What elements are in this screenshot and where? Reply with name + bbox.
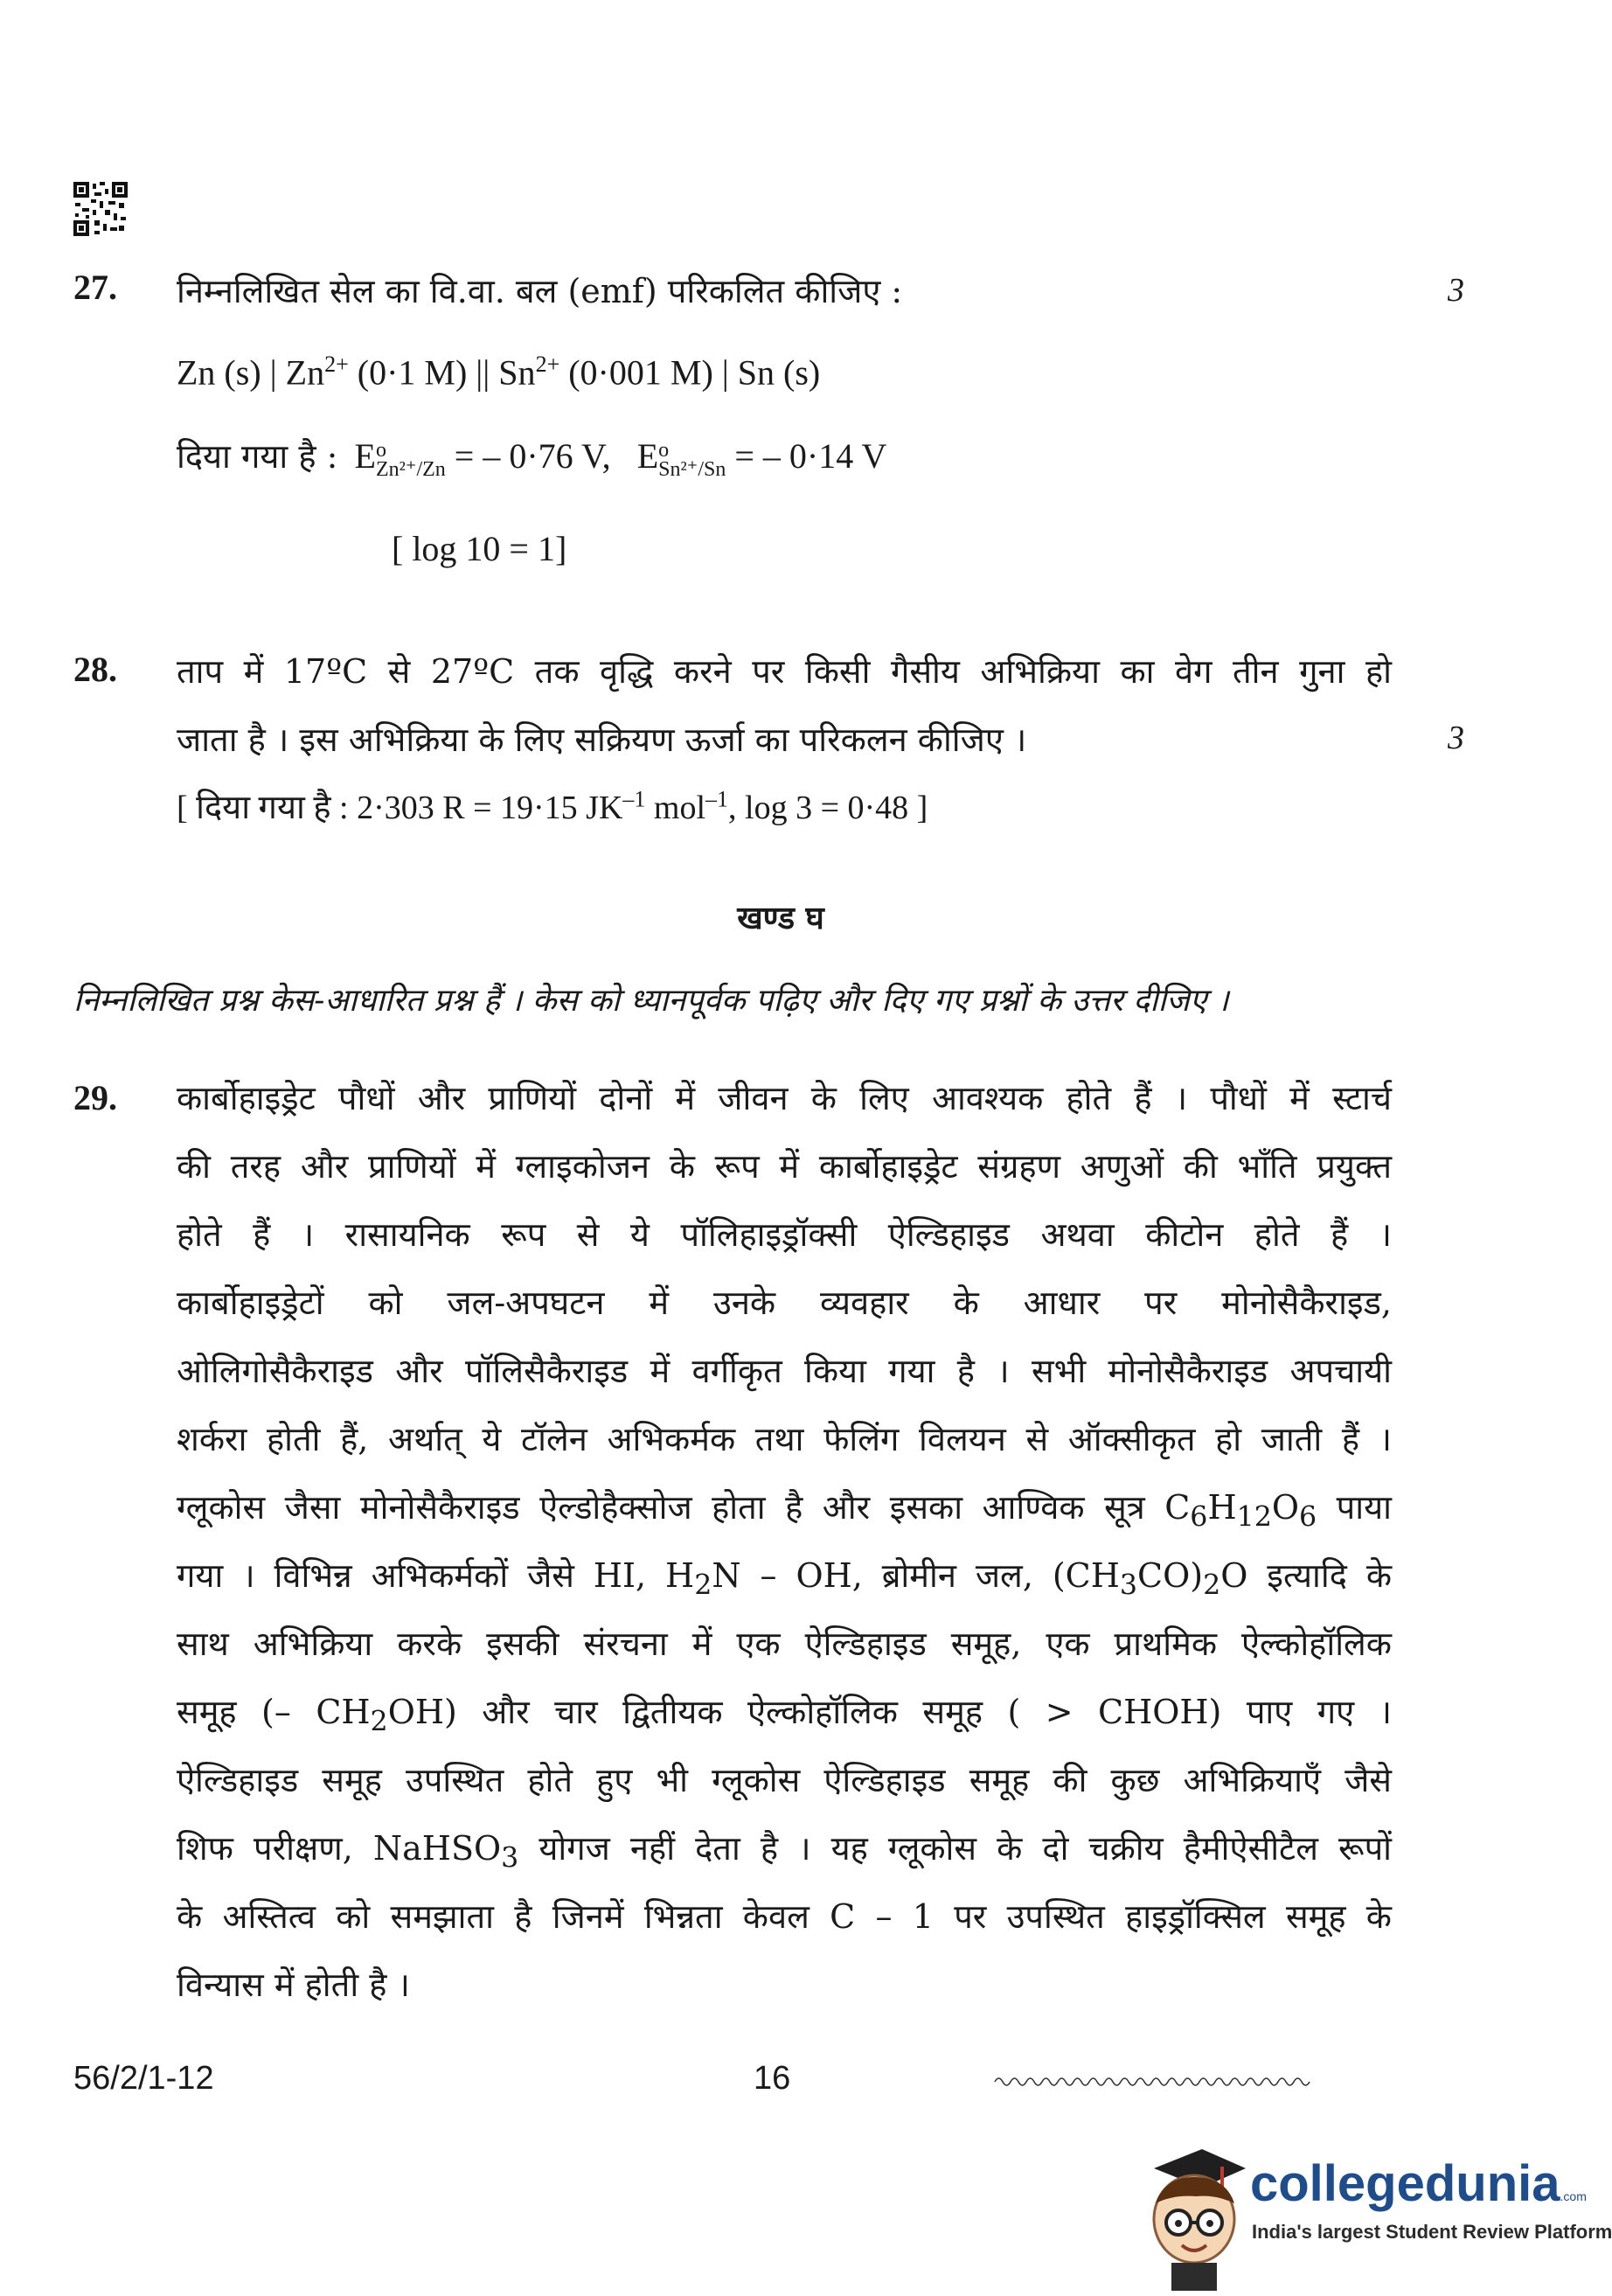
passage-line-groups: समूह (– $CH_2OH$) और चार द्वितीयक ऐल्कोहॉलिक समूह ( > CHOH) पाए गए । bbox=[177, 1693, 1392, 1738]
question-27-text: निम्नलिखित सेल का वि.वा. बल (emf) परिकलित कीजिए : bbox=[177, 272, 903, 310]
paper-code: 56/2/1-12 bbox=[73, 2060, 214, 2097]
question-28-line-2: जाता है । इस अभिक्रिया के लिए सक्रियण ऊर्जा का परिकलन कीजिए । bbox=[177, 720, 1027, 759]
wavy-rule bbox=[995, 2074, 1310, 2093]
passage-line: ओलिगोसैकैराइड और पॉलिसैकैराइड में वर्गीकृत किया गया है । सभी मोनोसैकैराइड अपचायी bbox=[177, 1352, 1392, 1390]
page-number: 16 bbox=[754, 2060, 791, 2097]
passage-line: साथ अभिक्रिया करके इसकी संरचना में एक ऐल्डिहाइड समूह, एक प्राथमिक ऐल्कोहॉलिक bbox=[177, 1625, 1392, 1663]
passage-line-schiff: शिफ परीक्षण, NaHSO$_3$ योगज नहीं देता है । यह ग्लूकोस के दो चक्रीय हैमीऐसीटैल रूपों bbox=[177, 1829, 1392, 1875]
passage-line: कार्बोहाइड्रेटों को जल-अपघटन में उनके व्यवहार के आधार पर मोनोसैकैराइड, bbox=[177, 1284, 1392, 1322]
passage-line: कार्बोहाइड्रेट पौधों और प्राणियों दोनों में जीवन के लिए आवश्यक होते हैं । पौधों में स्टार्च bbox=[177, 1079, 1392, 1117]
question-number-28: 28. bbox=[73, 650, 117, 689]
passage-line: शर्करा होती हैं, अर्थात् ये टॉलेन अभिकर्मक तथा फेलिंग विलयन से ऑक्सीकृत हो जाती हैं । bbox=[177, 1420, 1392, 1458]
question-28-given: [ दिया गया है : 2·303 R = 19·15 $JK^{-1}$ mol$^{-1}$, log 3 = 0·48 ] bbox=[177, 786, 928, 826]
brand-logo-text: collegedunia.com bbox=[1250, 2155, 1587, 2212]
qr-code bbox=[73, 182, 128, 236]
section-instruction: निम्नलिखित प्रश्न केस-आधारित प्रश्न हैं । केस को ध्यानपूर्वक पढ़िए और दिए गए प्रश्नों के उत्तर दीजिए । bbox=[73, 983, 1229, 1019]
passage-line: के अस्तित्व को समझाता है जिनमें भिन्नता केवल C – 1 पर उपस्थित हाइड्रॉक्सिल समूह के bbox=[177, 1897, 1392, 1936]
cell-notation: Zn (s) | $Zn^{2+}$ (0·1 M) || $Sn^{2+}$ (0·001 M) | Sn (s) bbox=[177, 351, 821, 393]
passage-line-formula: ग्लूकोस जैसा मोनोसैकैराइड ऐल्डोहैक्सोज होता है और इसका आण्विक सूत्र $C_6H_{12}O_6$ पाया bbox=[177, 1488, 1392, 1534]
section-title: खण्ड घ bbox=[737, 900, 824, 936]
log-note: [ log 10 = 1] bbox=[392, 529, 567, 568]
brand-mascot-icon bbox=[1136, 2142, 1250, 2291]
passage-line: होते हैं । रासायनिक रूप से ये पॉलिहाइड्रॉक्सी ऐल्डिहाइड अथवा कीटोन होते हैं । bbox=[177, 1215, 1392, 1254]
given-potentials: दिया गया है : E o Zn²⁺/Zn = – 0·76 V, E o Sn²⁺/Sn = – 0·14 V bbox=[177, 436, 887, 481]
question-number-27: 27. bbox=[73, 268, 117, 307]
question-29-passage bbox=[177, 1074, 1392, 2028]
passage-line-reagents: गया । विभिन्न अभिकर्मकों जैसे HI, $H_2N$ – OH, ब्रोमीन जल, $(CH_3CO)_2O$ इत्यादि के bbox=[177, 1556, 1392, 1602]
question-28-marks: 3 bbox=[1448, 720, 1464, 756]
question-28-line-1: ताप में 17ºC से 27ºC तक वृद्धि करने पर किसी गैसीय अभिक्रिया का वेग तीन गुना हो bbox=[177, 652, 1392, 691]
passage-line: ऐल्डिहाइड समूह उपस्थित होते हुए भी ग्लूकोस ऐल्डिहाइड समूह की कुछ अभिक्रियाएँ जैसे bbox=[177, 1761, 1392, 1799]
question-27-marks: 3 bbox=[1448, 272, 1464, 309]
brand-tagline: India's largest Student Review Platform bbox=[1252, 2221, 1612, 2243]
passage-line-last: विन्यास में होती है । bbox=[177, 1966, 410, 2004]
question-number-29: 29. bbox=[73, 1078, 117, 1117]
passage-line: की तरह और प्राणियों में ग्लाइकोजन के रूप में कार्बोहाइड्रेट संग्रहण अणुओं की भाँति प्रयुक्त bbox=[177, 1147, 1392, 1186]
